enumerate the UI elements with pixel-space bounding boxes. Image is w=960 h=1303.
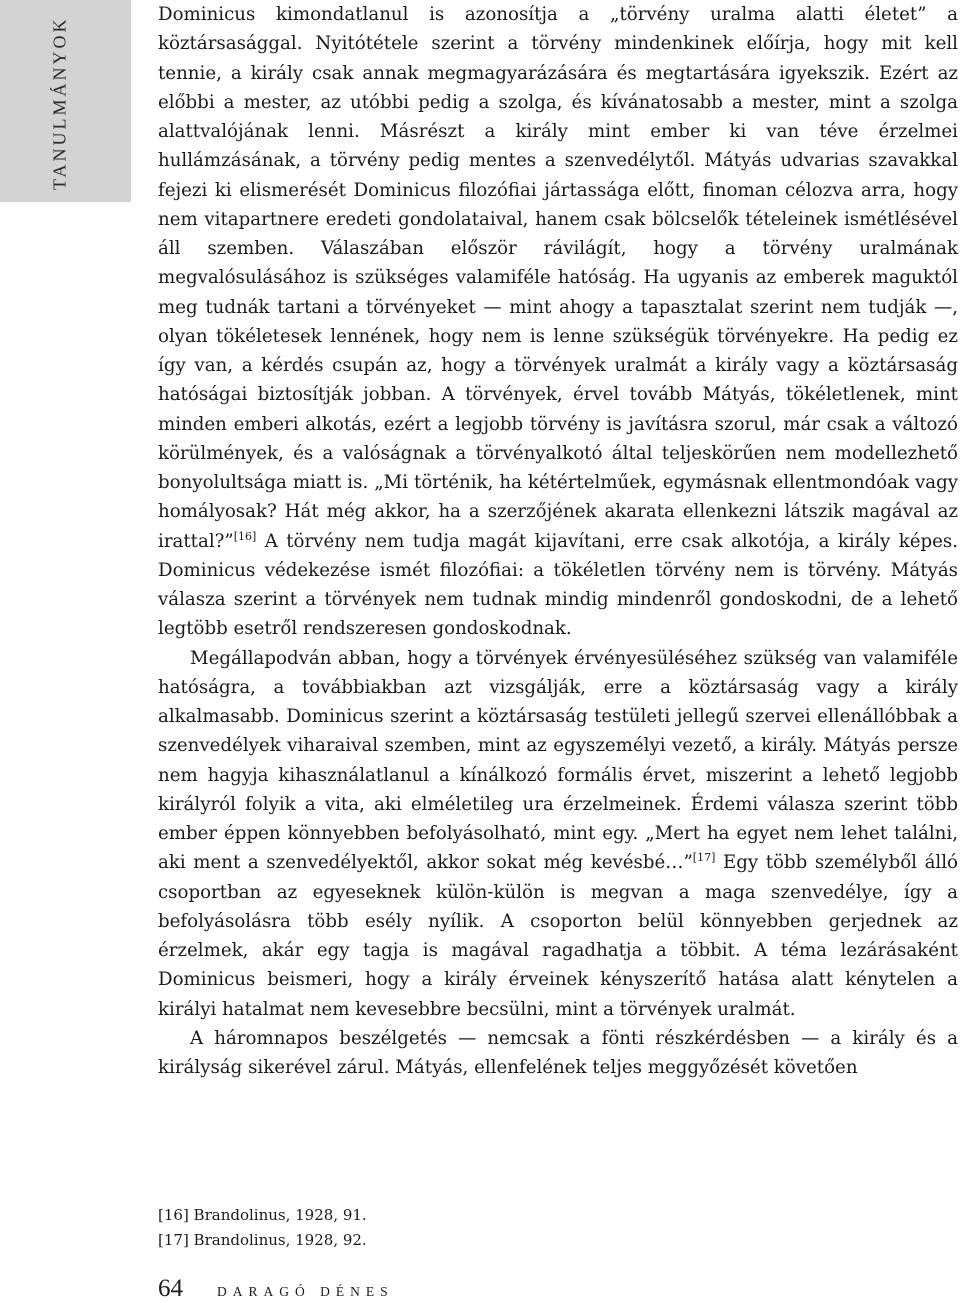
footnote-16: [16] Brandolinus, 1928, 91. xyxy=(158,1206,367,1224)
footnotes xyxy=(158,1203,658,1253)
paragraph-text: Megállapodván abban, hogy a törvények érvényesüléséhez szükség van valamiféle hatóságra, a továbbiakban azt vizsgálják, erre a köztársaság vagy a király alkalmasabb. Dominicus szerint a köztársaság testületi jellegű szervei ellenállóbbak a szenvedélyek viharaival szemben, mint az egyszemélyi vezető, a király. Mátyás persze nem hagyja kihasználatlanul a kínálkozó formális érvet, miszerint a lehető legjobb királyról folyik a vita, aki elméletileg ura érzelmeinek. Érdemi válasza szerint több ember éppen könnyebben befolyásolható, mint egy. „Mert ha egyet nem lehet találni, aki ment a szenvedélyektől, akkor sokat még kevésbé…” xyxy=(158,647,958,874)
paragraph-text: Dominicus kimondatlanul is azonosítja a „törvény uralma alatti életet” a köztársasággal. Nyitótétele szerint a törvény mindenkinek előírja, hogy mit kell tennie, a király csak annak megmagyarázására és megtartására igyekszik. Ezért az előbbi a mester, az utóbbi pedig a szolga, és kívánatosabb a mester, mint a szolga alattvalójának lenni. Másrészt a király mint ember ki van téve érzelmei hullámzásának, a törvény pedig mentes a szenvedélytől. Mátyás udvarias szavakkal fejezi ki elismerését Dominicus filozófiai jártassága előtt, finoman célozva arra, hogy nem vitapartnere eredeti gondolataival, hanem csak bölcselők tételeinek ismétlésével áll szemben. Válaszában először rávilágít, hogy a törvény uralmának megvalósulásához is szükséges valamiféle hatóság. Ha ugyanis az emberek maguktól meg tudnák tartani a törvényeket — mint ahogy a tapasztalat szerint nem tudják —, olyan tökéletesek lennének, hogy nem is lenne szükségük törvényekre. Ha pedig ez így van, a kérdés csupán az, hogy a törvények uralmát a király vagy a köztársaság hatóságai biztosítják jobban. A törvények, érvel tovább Mátyás, tökéletlenek, mint minden emberi alkotás, ezért a legjobb törvény is javításra szorul, már csak a változó körülmények, és a valóságnak a törvényalkotó által teljeskörűen nem modellezhető bonyolultsága miatt is. „Mi történik, ha kétértelműek, egymásnak ellentmondóak vagy homályosak? Hát még akkor, ha a szerzőjének akarata ellenkezni látszik magával az irattal?” xyxy=(158,4,958,552)
paragraph-text: Egy több személyből álló csoportban az egyeseknek külön-külön is megvan a maga szenvedélye, így a befolyásolásra több esély nyílik. A csoporton belül könnyebben gerjednek az érzelmek, akár egy tagja is magával ragadhatja a többit. A téma lezárásaként Dominicus beismeri, hogy a király érveinek kényszerítő hatása alatt kénytelen a királyi hatalmat nem kevesebbre becsülni, mint a törvények uralmát. xyxy=(158,852,958,1020)
paragraph-text: A háromnapos beszélgetés — nemcsak a fönti részkérdésben — a király és a királyság sikerével zárul. Mátyás, ellenfelének teljes meggyőzését követően xyxy=(158,1027,958,1078)
paragraph-2 xyxy=(158,644,958,1024)
section-tab-label: TANULMÁNYOK xyxy=(49,16,70,190)
page-footer xyxy=(158,1275,394,1303)
body-text xyxy=(158,0,958,1082)
page-number: 64 xyxy=(158,1275,183,1302)
paragraph-text: A törvény nem tudja magát kijavítani, erre csak alkotója, a király képes. Dominicus védekezése ismét filozófiai: a tökéletlen törvény nem is törvény. Mátyás válasza szerint a törvények nem tudnak mindig mindenről gondoskodni, de a lehető legtöbb esetről rendszeresen gondoskodnak. xyxy=(158,530,958,640)
footnote-17: [17] Brandolinus, 1928, 92. xyxy=(158,1231,367,1249)
footnote-ref-17[interactable]: [17] xyxy=(692,851,716,865)
footnote-ref-16[interactable]: [16] xyxy=(233,529,257,543)
paragraph-3 xyxy=(158,1024,958,1083)
section-tab xyxy=(0,0,131,202)
running-author: DARAGÓ DÉNES xyxy=(217,1284,394,1299)
paragraph-1 xyxy=(158,0,958,644)
